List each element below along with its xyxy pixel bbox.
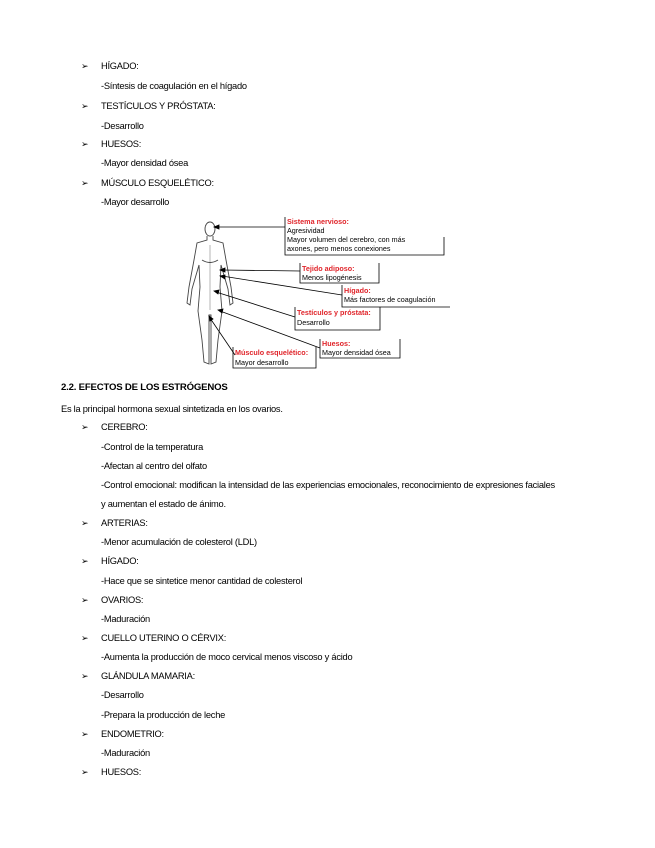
organ-heading: MÚSCULO ESQUELÉTICO: [101,178,214,188]
bullet-arrow-icon: ➢ [81,61,89,71]
adipose-tissue-title: Tejido adiposo: [302,264,355,273]
effect-detail: -Aumenta la producción de moco cervical menos viscoso y ácido [101,652,353,662]
nervous-system-line: Mayor volumen del cerebro, con más [287,235,406,244]
section-intro: Es la principal hormona sexual sintetizada en los ovarios. [61,404,283,414]
organ-heading: OVARIOS: [101,595,144,605]
effect-detail: -Desarrollo [101,121,144,131]
effect-detail: -Control emocional: modifican la intensidad de las experiencias emocionales, reconocimiento de expresiones faciales [101,480,555,490]
bones-line: Mayor densidad ósea [322,348,391,357]
nervous-system-line: Agresividad [287,226,325,235]
bullet-arrow-icon: ➢ [81,178,89,188]
organ-heading: ARTERIAS: [101,518,148,528]
liver-line: Más factores de coagulación [344,295,436,304]
testes-leader-line [216,292,295,317]
effect-detail: y aumentan el estado de ánimo. [101,499,226,509]
skeletal-muscle-line: Mayor desarrollo [235,358,289,367]
effect-detail: -Mayor desarrollo [101,197,170,207]
human-body-figure [187,222,233,364]
bullet-arrow-icon: ➢ [81,139,89,149]
nervous-system-line: axones, pero menos conexiones [287,244,391,253]
effect-detail: -Mayor densidad ósea [101,158,188,168]
organ-heading: CUELLO UTERINO O CÉRVIX: [101,633,227,643]
organ-heading: HÍGADO: [101,61,139,71]
organ-heading: HUESOS: [101,767,142,777]
bullet-arrow-icon: ➢ [81,729,89,739]
testes-prostate-line: Desarrollo [297,318,330,327]
nervous-system-title: Sistema nervioso: [287,217,349,226]
bullet-arrow-icon: ➢ [81,101,89,111]
effect-detail: -Síntesis de coagulación en el hígado [101,81,247,91]
muscle-leader-line [210,318,235,355]
effect-detail: -Maduración [101,748,150,758]
bullet-arrow-icon: ➢ [81,767,89,777]
organ-heading: HUESOS: [101,139,142,149]
section-title: 2.2. EFECTOS DE LOS ESTRÓGENOS [61,382,228,393]
organ-heading: ENDOMETRIO: [101,729,164,739]
bones-title: Huesos: [322,339,351,348]
bullet-arrow-icon: ➢ [81,633,89,643]
adipose-leader-line [222,270,300,271]
effect-detail: -Desarrollo [101,690,144,700]
adipose-tissue-line: Menos lipogénesis [302,273,362,282]
effect-detail: -Menor acumulación de colesterol (LDL) [101,537,257,547]
arrowhead-icon [218,309,223,313]
organ-heading: GLÁNDULA MAMARIA: [101,671,195,681]
effect-detail: -Afectan al centro del olfato [101,461,207,471]
effect-detail: -Control de la temperatura [101,442,204,452]
effect-detail: -Maduración [101,614,150,624]
effect-detail: -Hace que se sintetice menor cantidad de colesterol [101,576,303,586]
liver-title: Hígado: [344,286,371,295]
bullet-arrow-icon: ➢ [81,671,89,681]
organ-heading: HÍGADO: [101,556,139,566]
skeletal-muscle-title: Músculo esquelético: [235,348,309,357]
bullet-arrow-icon: ➢ [81,518,89,528]
testes-prostate-title: Testículos y próstata: [297,308,371,317]
organ-heading: TESTÍCULOS Y PRÓSTATA: [101,101,216,111]
arrowhead-icon [214,290,219,294]
bullet-arrow-icon: ➢ [81,556,89,566]
bullet-arrow-icon: ➢ [81,595,89,605]
organ-heading: CEREBRO: [101,422,148,432]
androgen-body-diagram [180,215,455,372]
effect-detail: -Prepara la producción de leche [101,710,226,720]
bullet-arrow-icon: ➢ [81,422,89,432]
